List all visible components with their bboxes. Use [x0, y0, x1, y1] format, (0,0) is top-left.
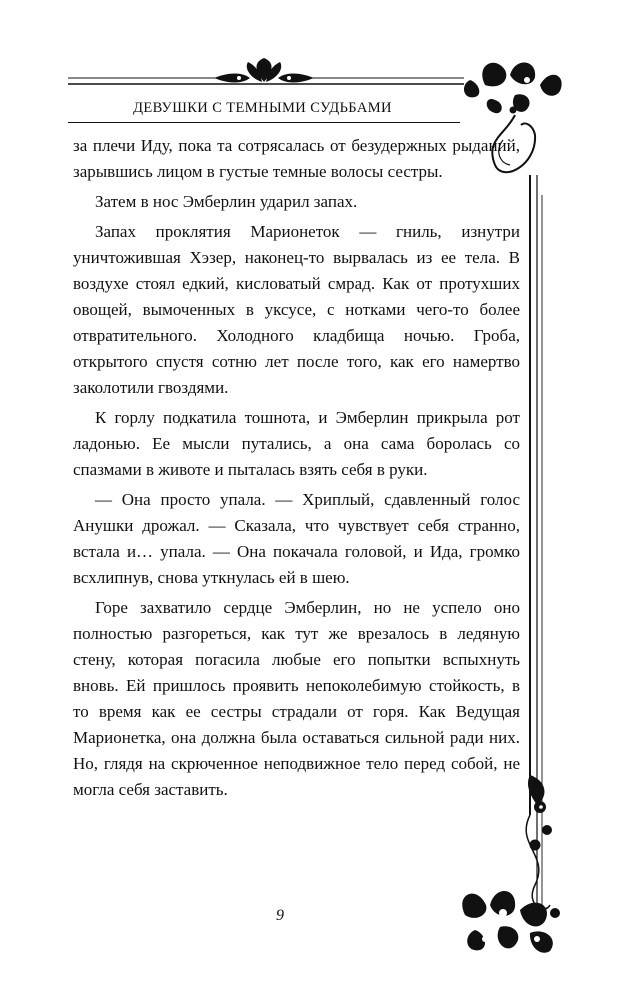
paragraph: Затем в нос Эмберлин ударил запах.: [95, 192, 358, 211]
paragraph: К горлу подкатила тошнота, и Эмберлин прикрыла рот ладонью. Ее мысли путались, а она сама боролась со спазмами в животе и пыталась взять себя в руки.: [73, 408, 520, 479]
flower-cluster-icon: [464, 62, 562, 113]
body-text: [73, 133, 520, 803]
paragraph: — Она просто упала. — Хриплый, сдавленный голос Анушки дрожал. — Сказала, что чувствует себя странно, встала и… упала. — Она покачала головой, и Ида, громко всхлипнув, снова уткнулась ей в шею.: [73, 490, 520, 587]
page-number: 9: [276, 907, 284, 924]
berry-icon: [530, 801, 553, 851]
paragraph: Запах проклятия Марионеток — гниль, изнутри уничтожившая Хэзер, наконец-то вырвалась из ее тела. В воздухе стоял едкий, кисловатый смрад. Как от протухших овощей, вымоченных в уксусе, с нотками чего-то более отвратительного. Холодного кладбища ночью. Гроба, открытого спустя сотню лет после того, как его намертво заколотили гвоздями.: [73, 222, 520, 397]
header-divider: [68, 122, 460, 123]
running-title: ДЕВУШКИ С ТЕМНЫМИ СУДЬБАМИ: [133, 100, 392, 116]
flower-cluster-icon: [462, 891, 560, 953]
paragraph: за плечи Иду, пока та сотрясалась от безудержных рыданий, зарывшись лицом в густые темные волосы сестры.: [73, 136, 520, 181]
paragraph: Горе захватило сердце Эмберлин, но не успело оно полностью разгореться, как тут же врезалось в ледяную стену, которая погасила любые его попытки вспыхнуть вновь. Ей пришлось проявить непоколебимую стойкость, в то время как ее сестры страдали от горя. Как Ведущая Марионетка, она должна была оставаться сильной ради них. Но, глядя на скрюченное неподвижное тело перед собой, не могла себя заставить.: [73, 598, 520, 799]
